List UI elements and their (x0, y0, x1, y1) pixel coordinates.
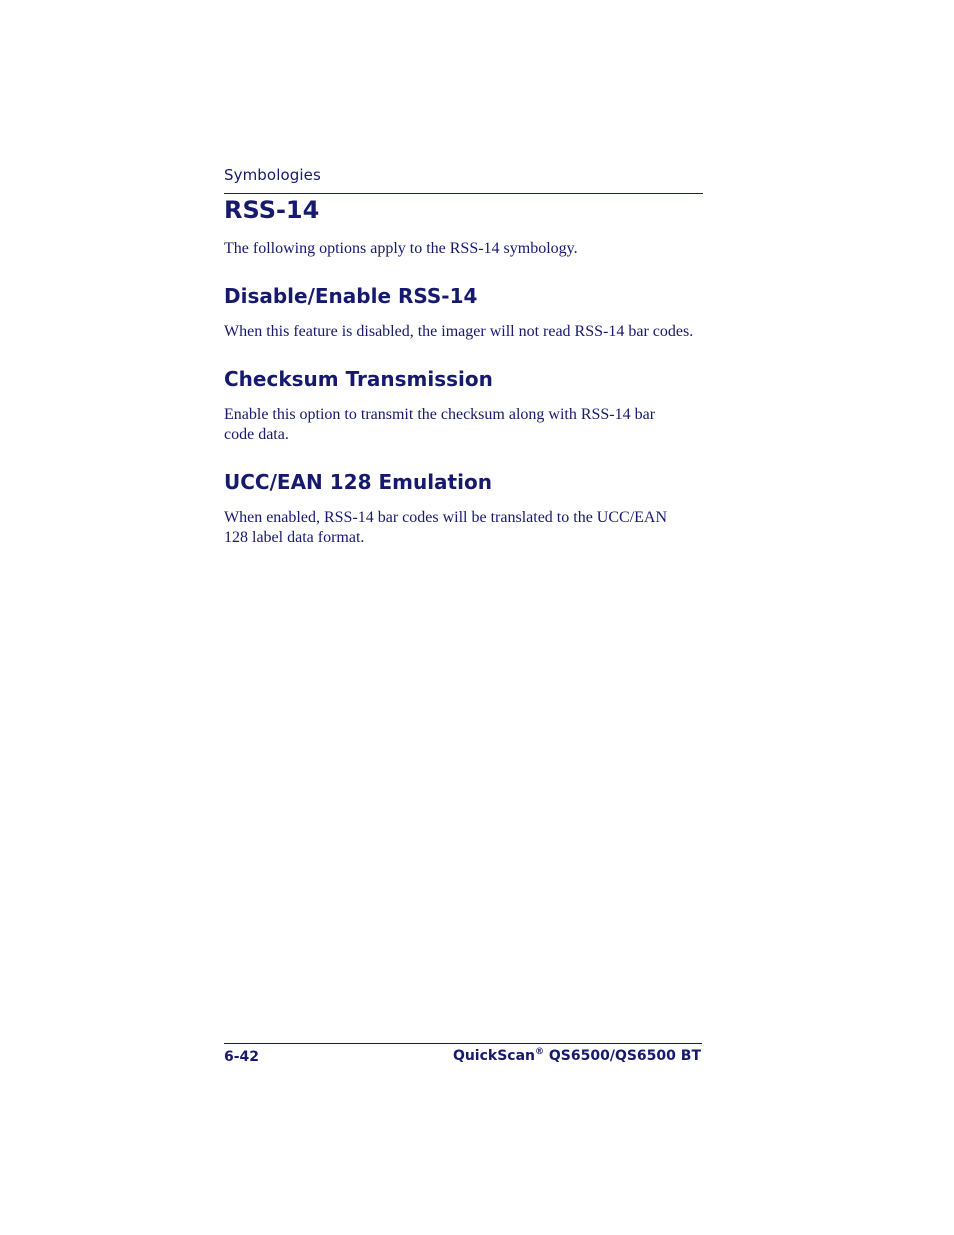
section-text-ucc-ean: When enabled, RSS-14 bar codes will be translated to the UCC/EAN 128 label data format. (224, 509, 668, 546)
footer-divider (224, 1043, 702, 1044)
section-text-disable-enable: When this feature is disabled, the imager will not read RSS-14 bar codes. (224, 323, 694, 340)
registered-mark: ® (535, 1047, 545, 1057)
section-heading-checksum: Checksum Transmission (224, 367, 493, 391)
page-title: RSS-14 (224, 196, 320, 224)
page-number: 6-42 (224, 1049, 260, 1065)
intro-paragraph: The following options apply to the RSS-14 symbology. (224, 240, 578, 257)
running-footer (453, 1047, 701, 1064)
section-heading-ucc-ean: UCC/EAN 128 Emulation (224, 470, 492, 494)
section-heading-disable-enable: Disable/Enable RSS-14 (224, 284, 478, 308)
section-text-checksum: Enable this option to transmit the checksum along with RSS-14 bar code data. (224, 406, 656, 443)
running-header: Symbologies (224, 166, 321, 184)
product-name: QuickScan (452, 1048, 536, 1064)
product-model: QS6500/QS6500 BT (544, 1048, 701, 1064)
header-divider (224, 193, 703, 194)
